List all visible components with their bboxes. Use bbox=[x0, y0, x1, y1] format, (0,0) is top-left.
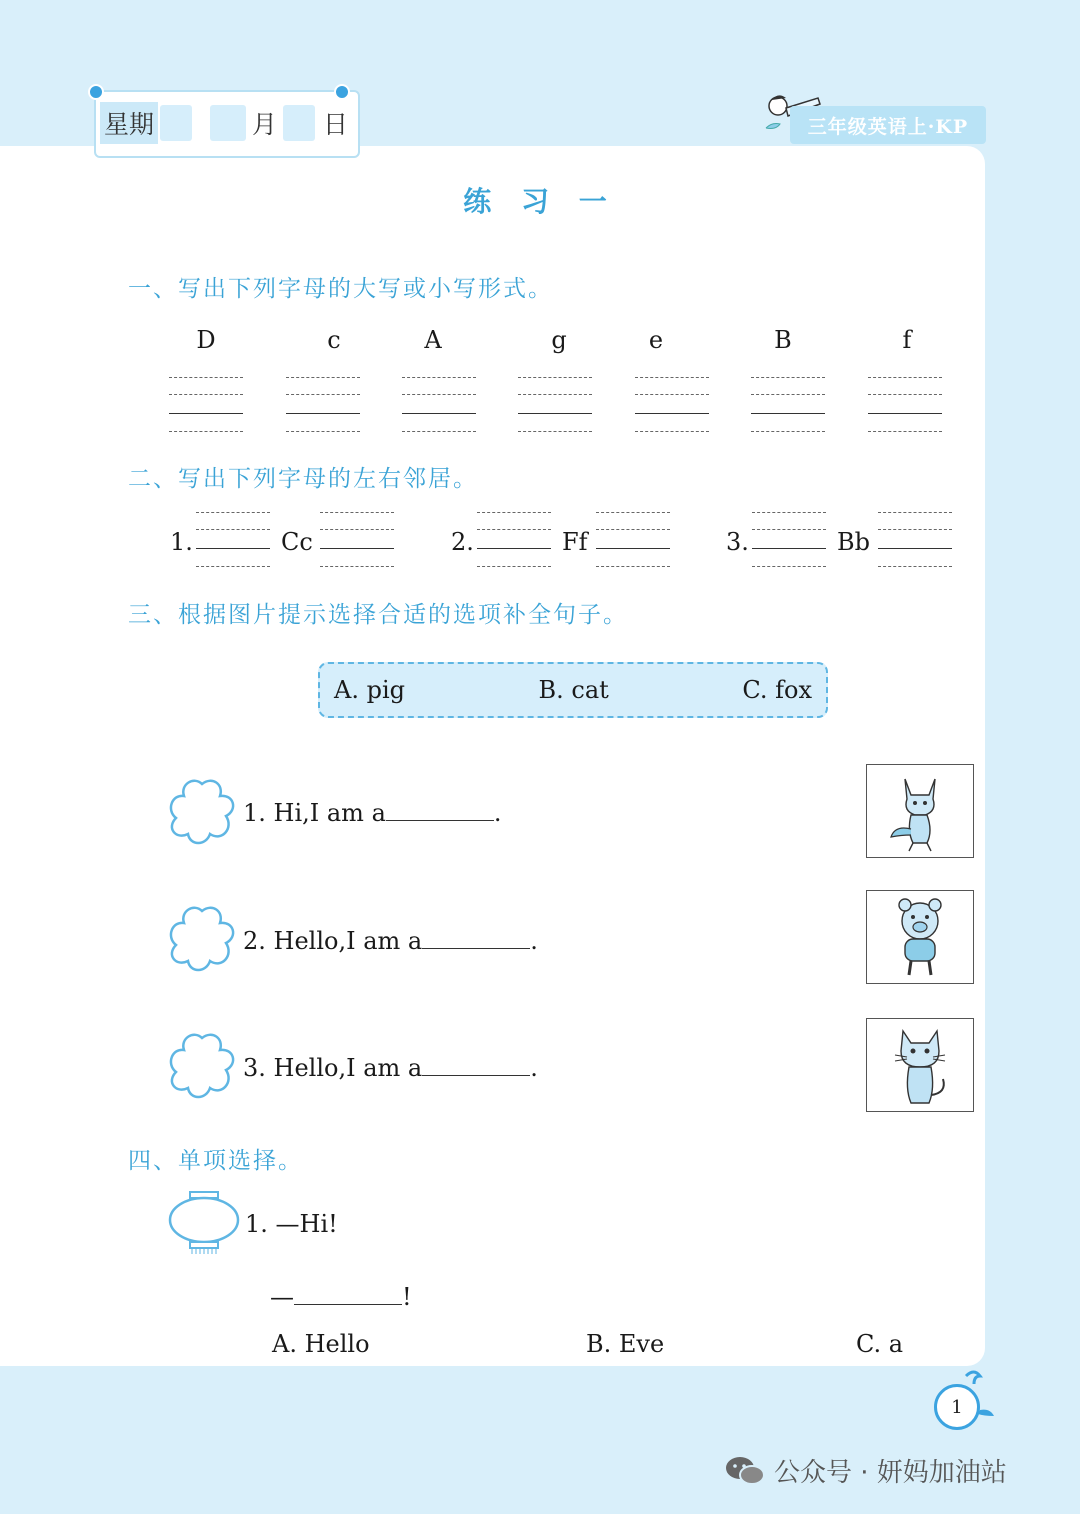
option-a: A. pig bbox=[334, 676, 405, 704]
option-c: C. fox bbox=[742, 676, 812, 704]
question-text: 1. Hi,I am a bbox=[243, 799, 386, 827]
letter-item: f bbox=[902, 326, 912, 354]
neighbor-letter: Bb bbox=[837, 528, 870, 556]
writing-lines[interactable] bbox=[752, 512, 828, 568]
writing-lines[interactable] bbox=[878, 512, 954, 568]
flower-icon bbox=[166, 903, 238, 975]
mc-question: 1. —Hi! bbox=[245, 1210, 338, 1238]
question-text: 3. Hello,I am a bbox=[243, 1054, 423, 1082]
pin-icon bbox=[88, 84, 104, 100]
watermark-text: 公众号 · 妍妈加油站 bbox=[774, 1458, 1007, 1488]
page-title: 练 习 一 bbox=[463, 185, 617, 218]
book-badge: 三年级英语上·KP bbox=[790, 106, 986, 144]
pig-picture bbox=[866, 890, 974, 984]
day-label: 日 bbox=[323, 110, 349, 139]
writing-lines[interactable] bbox=[635, 377, 709, 433]
writing-lines[interactable] bbox=[402, 377, 476, 433]
flower-icon bbox=[166, 776, 238, 848]
writing-lines[interactable] bbox=[320, 512, 396, 568]
writing-lines[interactable] bbox=[518, 377, 592, 433]
worksheet-page bbox=[0, 146, 985, 1366]
answer-prefix: — bbox=[270, 1283, 294, 1311]
flower-icon bbox=[166, 1030, 238, 1102]
question-text: 2. Hello,I am a bbox=[243, 927, 423, 955]
month-field[interactable] bbox=[210, 105, 246, 141]
writing-lines[interactable] bbox=[868, 377, 942, 433]
pin-icon bbox=[334, 84, 350, 100]
day-field[interactable] bbox=[283, 105, 315, 141]
watermark bbox=[724, 1452, 1007, 1489]
answer-blank[interactable] bbox=[422, 924, 530, 949]
page-number: 1 bbox=[934, 1384, 980, 1430]
neighbor-number: 1. bbox=[170, 528, 193, 556]
writing-lines[interactable] bbox=[596, 512, 672, 568]
question-end: . bbox=[493, 799, 502, 827]
section3-heading: 三、根据图片提示选择合适的选项补全句子。 bbox=[128, 602, 628, 628]
lantern-icon bbox=[166, 1190, 242, 1256]
section1-heading: 一、写出下列字母的大写或小写形式。 bbox=[128, 276, 553, 302]
neighbor-number: 2. bbox=[451, 528, 474, 556]
letter-item: g bbox=[551, 326, 567, 354]
wechat-icon bbox=[724, 1454, 766, 1488]
choice-c[interactable]: C. a bbox=[856, 1330, 904, 1358]
weekday-field[interactable] bbox=[160, 105, 192, 141]
weekday-label: 星期 bbox=[100, 102, 158, 144]
section2-heading: 二、写出下列字母的左右邻居。 bbox=[128, 466, 478, 492]
neighbor-letter: Cc bbox=[281, 528, 313, 556]
question-1 bbox=[243, 796, 502, 827]
letter-item: D bbox=[196, 326, 216, 354]
letter-item: A bbox=[424, 326, 442, 354]
letter-item: e bbox=[648, 326, 664, 354]
neighbor-letter: Ff bbox=[562, 528, 588, 556]
question-2 bbox=[243, 924, 538, 955]
options-box bbox=[318, 662, 828, 718]
answer-blank[interactable] bbox=[422, 1051, 530, 1076]
fox-picture bbox=[866, 764, 974, 858]
writing-lines[interactable] bbox=[286, 377, 360, 433]
question-end: . bbox=[530, 1054, 538, 1082]
mc-answer-line bbox=[270, 1280, 412, 1311]
letter-item: c bbox=[327, 326, 341, 354]
choice-a[interactable]: A. Hello bbox=[272, 1330, 370, 1358]
section4-heading: 四、单项选择。 bbox=[128, 1148, 303, 1174]
letter-item: B bbox=[774, 326, 792, 354]
question-end: . bbox=[530, 927, 538, 955]
choice-b[interactable]: B. Eve bbox=[586, 1330, 665, 1358]
neighbor-number: 3. bbox=[726, 528, 749, 556]
answer-suffix: ! bbox=[402, 1283, 412, 1311]
answer-blank[interactable] bbox=[294, 1280, 402, 1305]
date-box bbox=[94, 90, 360, 158]
option-b: B. cat bbox=[538, 676, 609, 704]
question-3 bbox=[243, 1051, 538, 1082]
answer-blank[interactable] bbox=[386, 796, 494, 821]
cat-picture bbox=[866, 1018, 974, 1112]
writing-lines[interactable] bbox=[169, 377, 243, 433]
writing-lines[interactable] bbox=[751, 377, 825, 433]
writing-lines[interactable] bbox=[196, 512, 272, 568]
month-label: 月 bbox=[252, 110, 278, 139]
writing-lines[interactable] bbox=[477, 512, 553, 568]
